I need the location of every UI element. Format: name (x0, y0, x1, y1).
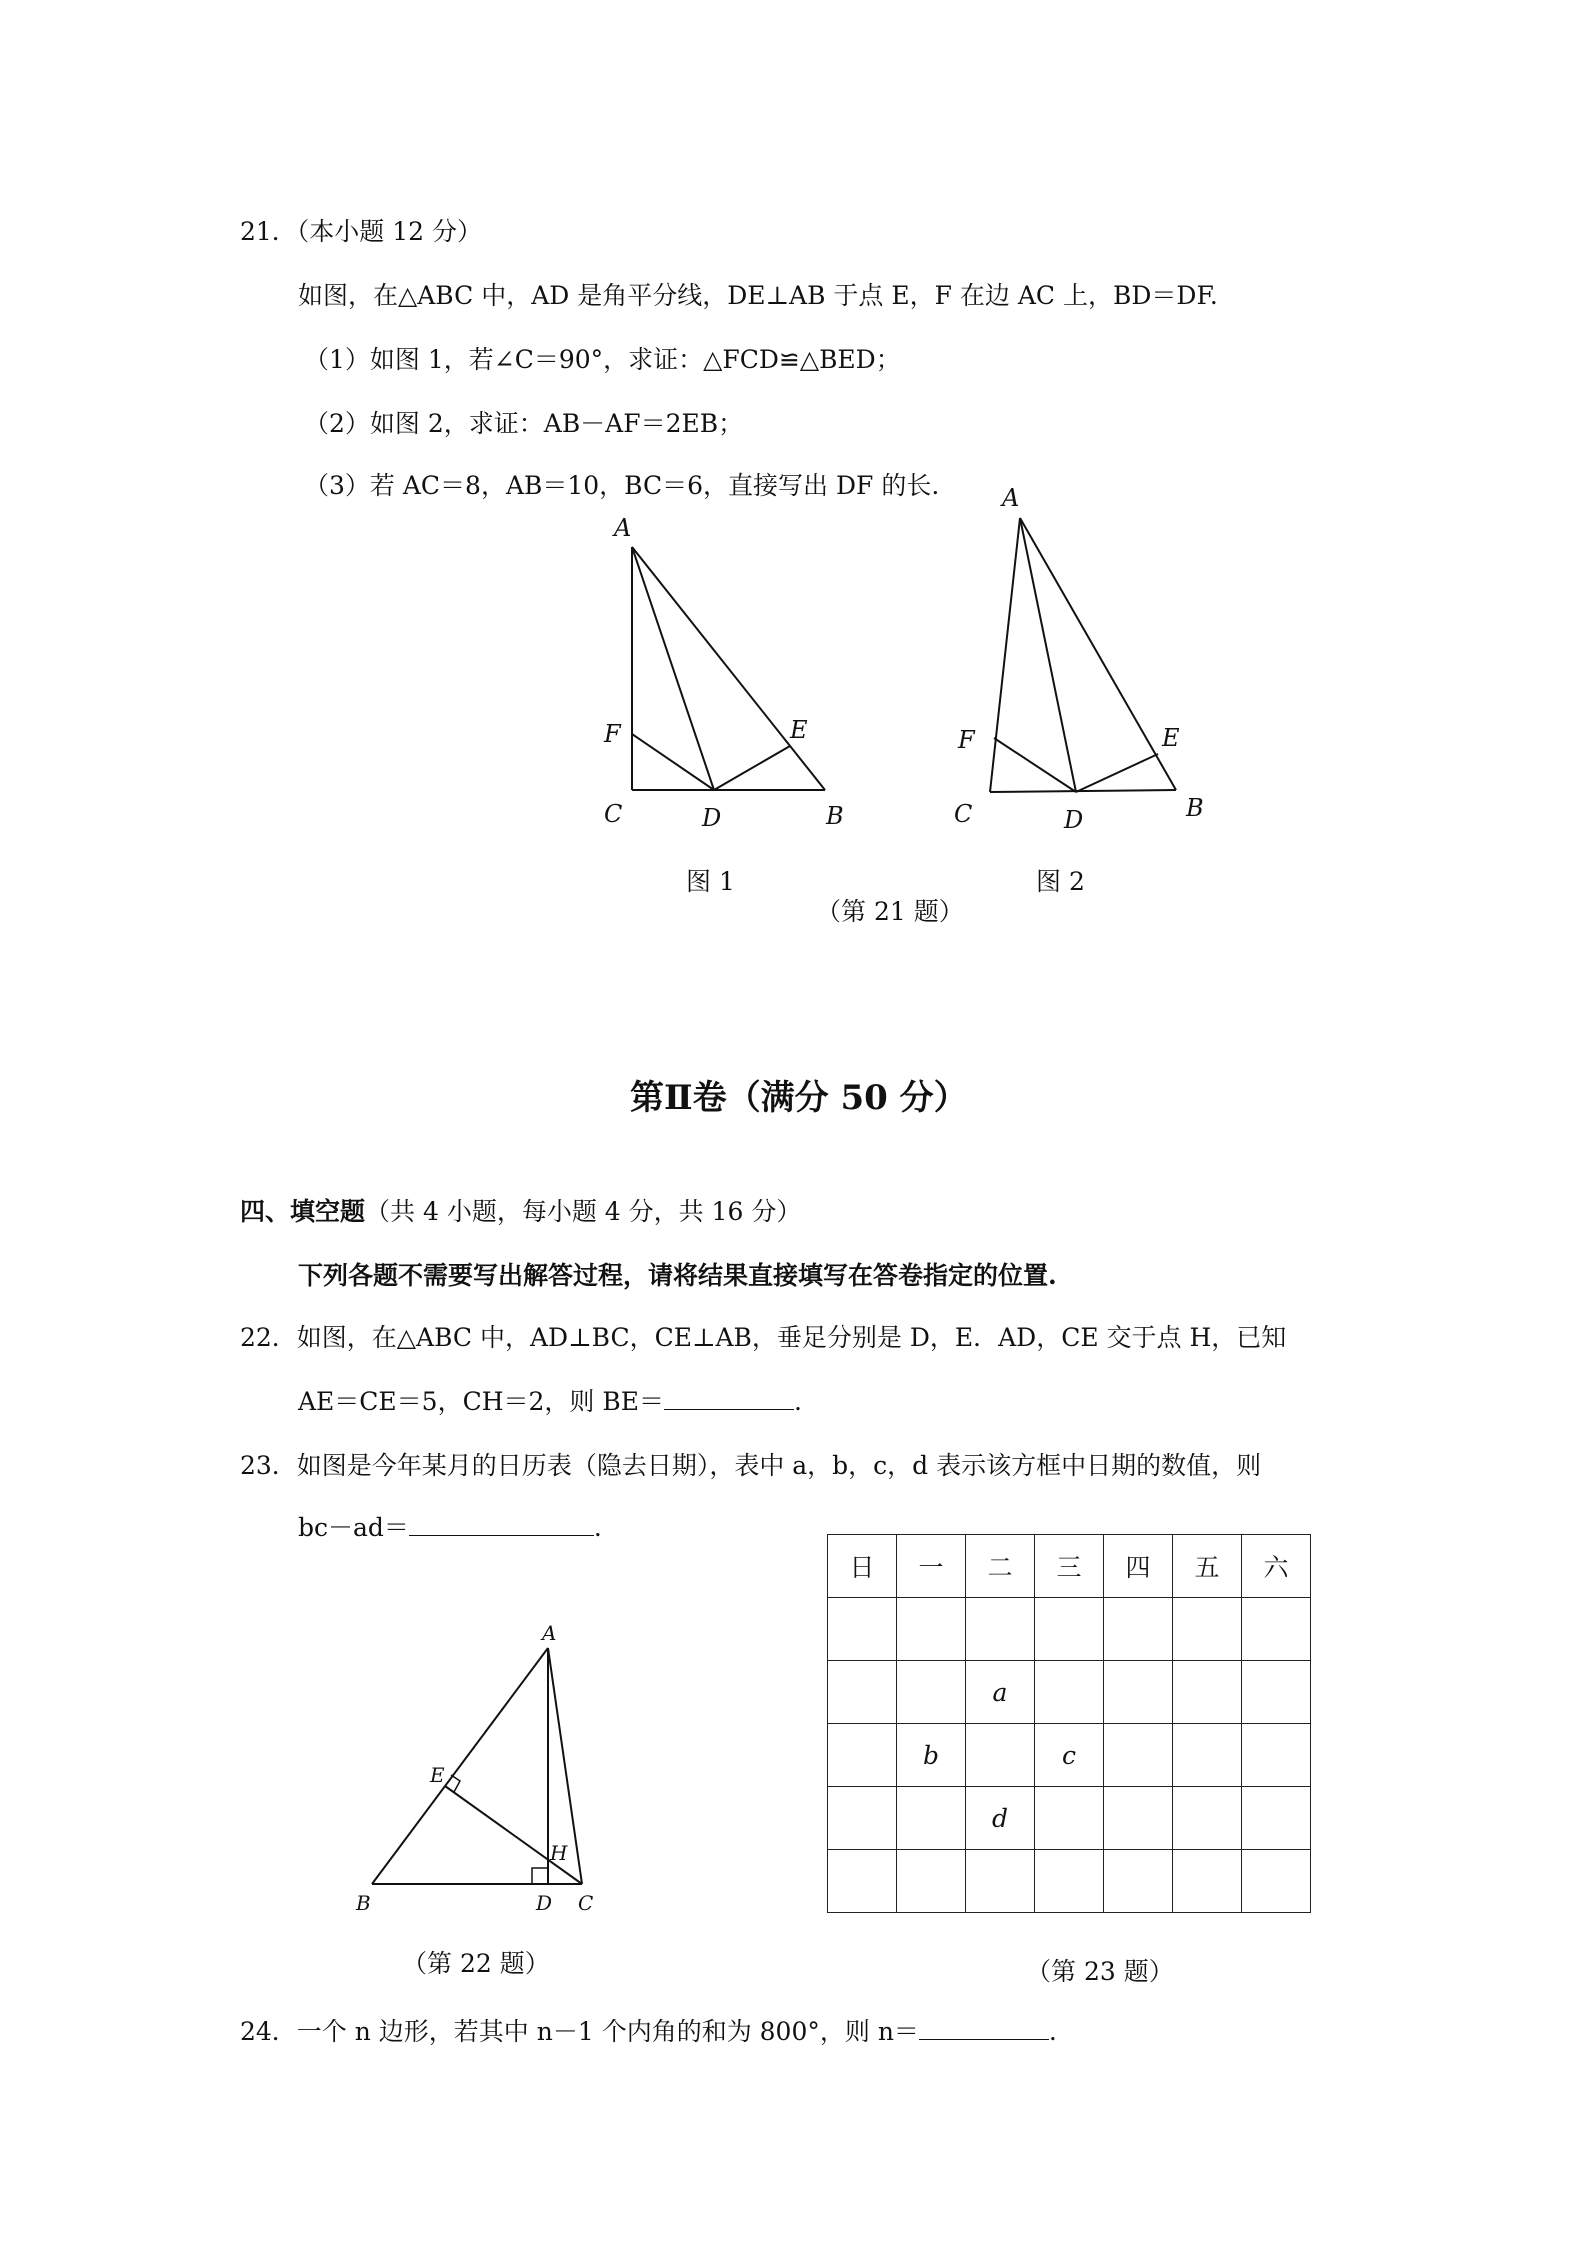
calendar-row (828, 1598, 1311, 1661)
q22-line1: 22．如图，在△ABC 中，AD⊥BC，CE⊥AB，垂足分别是 D，E．AD，CE 交于点 H，已知 (240, 1323, 1287, 1352)
q24-text: 24．一个 n 边形，若其中 n－1 个内角的和为 800°，则 n＝ (240, 2017, 919, 2046)
weekday-tue: 二 (966, 1535, 1035, 1598)
weekday-thu: 四 (1104, 1535, 1173, 1598)
q24-line (240, 2012, 1057, 2048)
q21-part3: （3）若 AC＝8，AB＝10，BC＝6，直接写出 DF 的长. (304, 471, 940, 500)
calendar-row (828, 1724, 1311, 1787)
q22-answer-blank[interactable] (664, 1385, 794, 1410)
cell-d: d (966, 1787, 1035, 1850)
fig1-label-b: B (826, 802, 844, 830)
part-desc: （共 4 小题，每小题 4 分，共 16 分） (365, 1197, 802, 1226)
q22-label-h: H (550, 1841, 568, 1865)
q23-line2-text: bc－ad＝ (298, 1513, 409, 1542)
fig1-label-c: C (604, 800, 623, 828)
fig2-label-d: D (1064, 806, 1084, 834)
q21-figure-2 (940, 470, 1220, 840)
q23-line2-end: . (593, 1513, 602, 1542)
cell-b: b (897, 1724, 966, 1787)
weekday-mon: 一 (897, 1535, 966, 1598)
q22-line2-end: . (794, 1387, 802, 1416)
q21-caption: （第 21 题） (816, 897, 964, 926)
q23-line1: 23．如图是今年某月的日历表（隐去日期），表中 a，b，c，d 表示该方框中日期的数值，则 (240, 1451, 1262, 1480)
q21-stem: 如图，在△ABC 中，AD 是角平分线，DE⊥AB 于点 E，F 在边 AC 上，BD＝DF. (298, 281, 1218, 310)
weekday-fri: 五 (1173, 1535, 1242, 1598)
fig2-label-c: C (954, 800, 973, 828)
q22-label-d: D (536, 1891, 553, 1915)
calendar-row (828, 1661, 1311, 1724)
q22-label-a: A (542, 1621, 557, 1645)
q21-fig2-caption: 图 2 (1036, 867, 1085, 896)
q23-line2 (298, 1508, 602, 1544)
weekday-wed: 三 (1035, 1535, 1104, 1598)
q23-caption: （第 23 题） (1026, 1957, 1174, 1986)
part-instruction: 下列各题不需要写出解答过程，请将结果直接填写在答卷指定的位置. (298, 1261, 1057, 1290)
q22-label-b: B (356, 1891, 371, 1915)
part-title: 四、填空题 (240, 1197, 366, 1226)
q23-answer-blank[interactable] (409, 1511, 594, 1536)
fig2-label-a: A (1002, 484, 1020, 512)
fig1-label-a: A (614, 514, 632, 542)
fig2-label-b: B (1186, 794, 1204, 822)
q22-figure (350, 1620, 610, 1920)
fig2-label-e: E (1162, 724, 1180, 752)
part-heading (240, 1192, 801, 1228)
weekday-sun: 日 (828, 1535, 897, 1598)
weekday-sat: 六 (1242, 1535, 1311, 1598)
section-title: 第Ⅱ卷（满分 50 分） (630, 1078, 968, 1118)
q22-label-c: C (578, 1891, 594, 1915)
calendar-header-row (828, 1535, 1311, 1598)
cell-c: c (1035, 1724, 1104, 1787)
q22-label-e: E (430, 1763, 445, 1787)
q22-caption: （第 22 题） (402, 1949, 550, 1978)
fig2-label-f: F (958, 726, 975, 754)
q21-part1: （1）如图 1，若∠C＝90°，求证：△FCD≌△BED； (304, 345, 901, 374)
q21-fig1-caption: 图 1 (686, 867, 735, 896)
q21-part2: （2）如图 2，求证：AB－AF＝2EB； (304, 409, 744, 438)
q21-figure-1 (590, 500, 870, 840)
calendar-row (828, 1850, 1311, 1913)
q22-line2 (298, 1382, 802, 1418)
calendar-table (827, 1534, 1311, 1913)
q24-end: . (1048, 2017, 1057, 2046)
q21-header: 21．（本小题 12 分） (240, 217, 483, 246)
fig1-label-e: E (790, 716, 808, 744)
calendar-row (828, 1787, 1311, 1850)
fig1-label-d: D (702, 804, 722, 832)
fig1-label-f: F (604, 720, 621, 748)
cell-a: a (966, 1661, 1035, 1724)
q22-line2-text: AE＝CE＝5，CH＝2，则 BE＝ (298, 1387, 664, 1416)
q24-answer-blank[interactable] (919, 2015, 1049, 2040)
